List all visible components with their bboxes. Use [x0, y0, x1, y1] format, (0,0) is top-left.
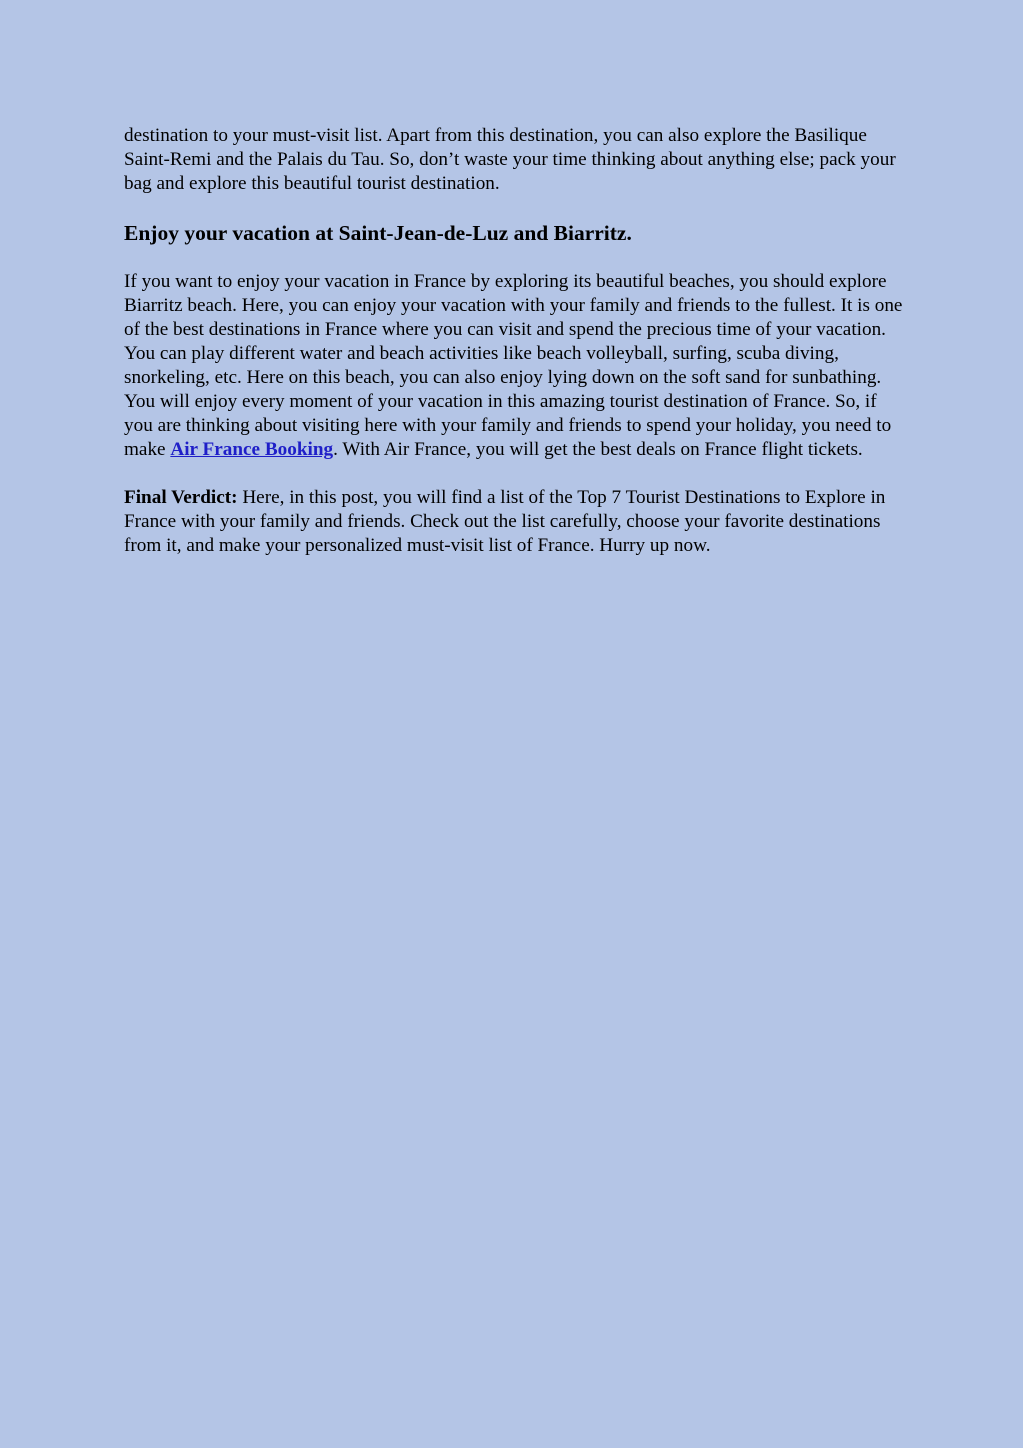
- final-verdict-text: Here, in this post, you will find a list of the Top 7 Tourist Destinations to Explore in France with your family and friends. Check out the list carefully, choose your favorite destinations from it, and make your personalized must-visit list of France. Hurry up now.: [124, 487, 886, 556]
- biarritz-text-after-link: . With Air France, you will get the best deals on France flight tickets.: [333, 439, 863, 460]
- biarritz-paragraph: [124, 270, 904, 462]
- section-heading: Enjoy your vacation at Saint-Jean-de-Luz and Biarritz.: [124, 221, 632, 245]
- biarritz-text-before-link: If you want to enjoy your vacation in France by exploring its beautiful beaches, you should explore Biarritz beach. Here, you can enjoy your vacation with your family and friends to the fullest. It is one of the best destinations in France where you can visit and spend the precious time of your vacation. You can play different water and beach activities like beach volleyball, surfing, scuba diving, snorkeling, etc. Here on this beach, you can also enjoy lying down on the soft sand for sunbathing. You will enjoy every moment of your vacation in this amazing tourist destination of France. So, if you are thinking about visiting here with your family and friends to spend your holiday, you need to make: [124, 271, 903, 460]
- air-france-booking-link[interactable]: Air France Booking: [170, 439, 334, 460]
- intro-paragraph: destination to your must-visit list. Apart from this destination, you can also explore the Basilique Saint-Remi and the Palais du Tau. So, don’t waste your time thinking about anything else; pack your bag and explore this beautiful tourist destination.: [124, 125, 896, 194]
- final-verdict-paragraph: [124, 486, 904, 558]
- final-verdict-label: Final Verdict:: [124, 487, 238, 508]
- document-content: [124, 124, 904, 558]
